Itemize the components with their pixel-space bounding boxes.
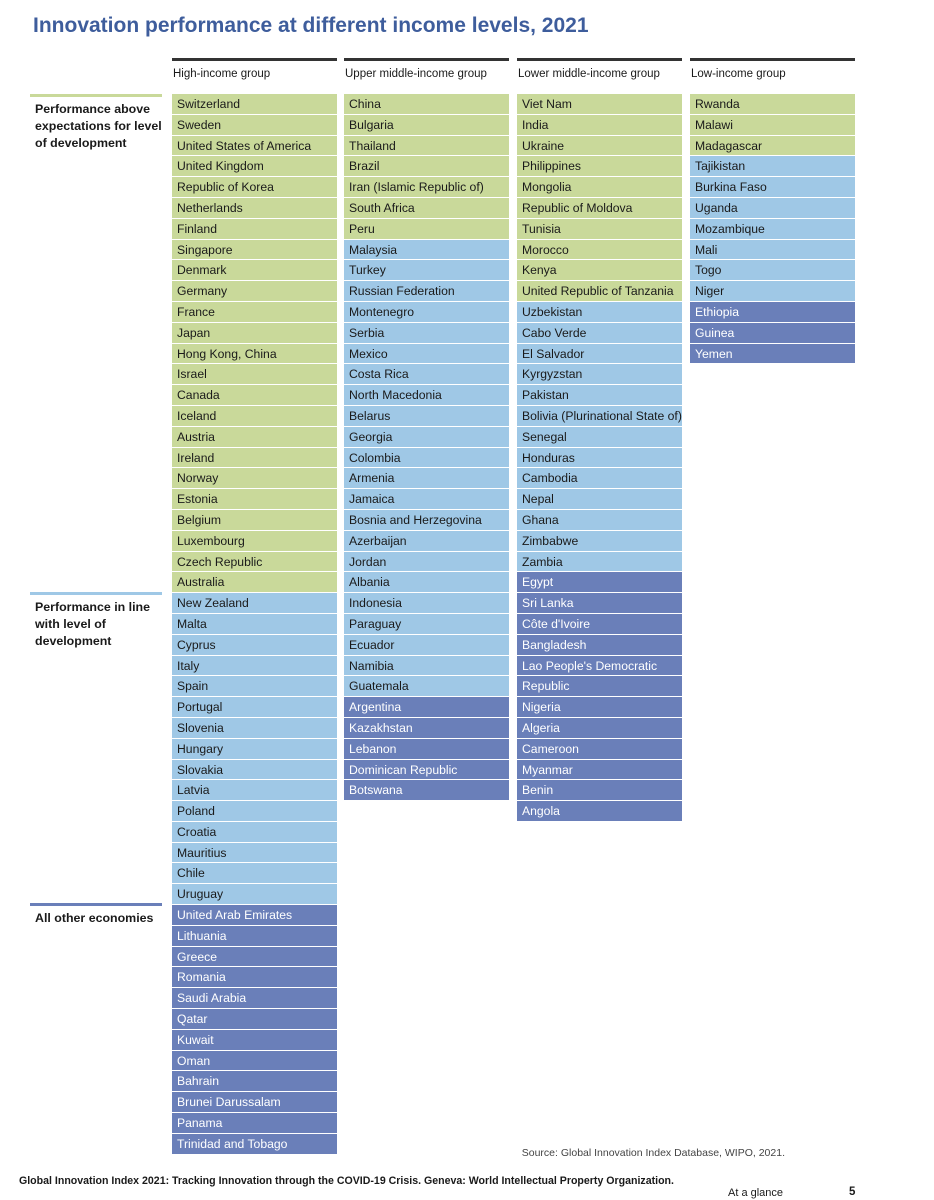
country-row: Niger	[690, 281, 855, 302]
country-row: Estonia	[172, 489, 337, 510]
country-row: Chile	[172, 863, 337, 884]
country-row: Colombia	[344, 448, 509, 469]
country-row: Saudi Arabia	[172, 988, 337, 1009]
country-row: Singapore	[172, 240, 337, 261]
country-row: Thailand	[344, 136, 509, 157]
column-low-income	[690, 58, 855, 364]
country-row: Mali	[690, 240, 855, 261]
country-row: Uzbekistan	[517, 302, 682, 323]
country-row: Algeria	[517, 718, 682, 739]
country-row: Israel	[172, 364, 337, 385]
country-row: Namibia	[344, 656, 509, 677]
country-row: Morocco	[517, 240, 682, 261]
country-row: Canada	[172, 385, 337, 406]
country-row: Togo	[690, 260, 855, 281]
country-row: Myanmar	[517, 760, 682, 781]
category-label-above-expectations: Performance above expectations for level of development	[30, 94, 162, 152]
country-row: Mozambique	[690, 219, 855, 240]
country-row: New Zealand	[172, 593, 337, 614]
country-row: Republic of Moldova	[517, 198, 682, 219]
country-row: Montenegro	[344, 302, 509, 323]
country-row: Sri Lanka	[517, 593, 682, 614]
country-row: Croatia	[172, 822, 337, 843]
country-row: Bolivia (Plurinational State of)	[517, 406, 682, 427]
country-row: Nigeria	[517, 697, 682, 718]
country-row: Cambodia	[517, 468, 682, 489]
country-row: Bulgaria	[344, 115, 509, 136]
country-row: Albania	[344, 572, 509, 593]
country-row: Luxembourg	[172, 531, 337, 552]
country-row: Côte d'Ivoire	[517, 614, 682, 635]
country-row: Czech Republic	[172, 552, 337, 573]
country-row: United Republic of Tanzania	[517, 281, 682, 302]
page-number: 5	[849, 1186, 856, 1198]
country-row: Yemen	[690, 344, 855, 365]
country-row: Kazakhstan	[344, 718, 509, 739]
country-row: North Macedonia	[344, 385, 509, 406]
country-row: Latvia	[172, 780, 337, 801]
country-row: Denmark	[172, 260, 337, 281]
column-upper-middle-income	[344, 58, 509, 801]
country-row: China	[344, 94, 509, 115]
country-row: Costa Rica	[344, 364, 509, 385]
source-note: Source: Global Innovation Index Database, WIPO, 2021.	[521, 1147, 785, 1159]
country-row: El Salvador	[517, 344, 682, 365]
country-row: Australia	[172, 572, 337, 593]
country-row: Brazil	[344, 156, 509, 177]
country-row: Russian Federation	[344, 281, 509, 302]
country-row: Tajikistan	[690, 156, 855, 177]
country-row: Oman	[172, 1051, 337, 1072]
country-row: Italy	[172, 656, 337, 677]
country-row: Republic of Korea	[172, 177, 337, 198]
country-row: Viet Nam	[517, 94, 682, 115]
country-row: Senegal	[517, 427, 682, 448]
country-row: Pakistan	[517, 385, 682, 406]
country-row: Germany	[172, 281, 337, 302]
country-row: Ecuador	[344, 635, 509, 656]
country-row: Dominican Republic	[344, 760, 509, 781]
country-row: Lao People's Democratic	[517, 656, 682, 677]
country-list	[690, 94, 855, 364]
country-row: Finland	[172, 219, 337, 240]
country-row: Hungary	[172, 739, 337, 760]
country-list	[344, 94, 509, 801]
column-lower-middle-income	[517, 58, 682, 822]
country-row: Malta	[172, 614, 337, 635]
country-row: Brunei Darussalam	[172, 1092, 337, 1113]
country-row: Switzerland	[172, 94, 337, 115]
column-header: Lower middle-income group	[517, 58, 682, 87]
column-header: Upper middle-income group	[344, 58, 509, 87]
country-row: United States of America	[172, 136, 337, 157]
category-label-in-line: Performance in line with level of development	[30, 592, 162, 650]
country-row: Poland	[172, 801, 337, 822]
country-row: Guatemala	[344, 676, 509, 697]
country-row: Kuwait	[172, 1030, 337, 1051]
country-row: Spain	[172, 676, 337, 697]
country-row: Sweden	[172, 115, 337, 136]
country-row: Japan	[172, 323, 337, 344]
category-label-other: All other economies	[30, 903, 162, 927]
country-row: Burkina Faso	[690, 177, 855, 198]
country-row: Bangladesh	[517, 635, 682, 656]
country-row: Cyprus	[172, 635, 337, 656]
page-title: Innovation performance at different income levels, 2021	[33, 14, 589, 37]
country-row: Norway	[172, 468, 337, 489]
country-row: Egypt	[517, 572, 682, 593]
country-row: Georgia	[344, 427, 509, 448]
country-row: Panama	[172, 1113, 337, 1134]
country-row: Hong Kong, China	[172, 344, 337, 365]
country-row: Serbia	[344, 323, 509, 344]
country-row: Argentina	[344, 697, 509, 718]
country-row: Ghana	[517, 510, 682, 531]
country-row: Turkey	[344, 260, 509, 281]
country-row: Slovakia	[172, 760, 337, 781]
country-row: Cameroon	[517, 739, 682, 760]
country-row: Greece	[172, 947, 337, 968]
country-row: Mexico	[344, 344, 509, 365]
country-row: Ireland	[172, 448, 337, 469]
country-row: Bahrain	[172, 1071, 337, 1092]
country-row: Iran (Islamic Republic of)	[344, 177, 509, 198]
country-row: Tunisia	[517, 219, 682, 240]
country-row: Iceland	[172, 406, 337, 427]
country-row: Ethiopia	[690, 302, 855, 323]
country-row: Republic	[517, 676, 682, 697]
country-row: France	[172, 302, 337, 323]
country-row: Rwanda	[690, 94, 855, 115]
country-row: Zimbabwe	[517, 531, 682, 552]
country-list	[172, 94, 337, 1155]
country-row: Jordan	[344, 552, 509, 573]
country-row: Angola	[517, 801, 682, 822]
country-row: Qatar	[172, 1009, 337, 1030]
country-row: Netherlands	[172, 198, 337, 219]
country-row: Azerbaijan	[344, 531, 509, 552]
country-row: Uganda	[690, 198, 855, 219]
country-row: Honduras	[517, 448, 682, 469]
country-row: Slovenia	[172, 718, 337, 739]
country-row: Cabo Verde	[517, 323, 682, 344]
column-high-income	[172, 58, 337, 1155]
column-header: Low-income group	[690, 58, 855, 87]
country-row: Zambia	[517, 552, 682, 573]
country-row: Indonesia	[344, 593, 509, 614]
country-row: Belgium	[172, 510, 337, 531]
country-row: Lithuania	[172, 926, 337, 947]
country-row: Trinidad and Tobago	[172, 1134, 337, 1155]
country-row: Malaysia	[344, 240, 509, 261]
country-row: Portugal	[172, 697, 337, 718]
citation: Global Innovation Index 2021: Tracking Innovation through the COVID-19 Crisis. Geneva: World Intellectual Property Organization.	[19, 1175, 674, 1187]
country-row: Austria	[172, 427, 337, 448]
country-row: India	[517, 115, 682, 136]
country-row: Uruguay	[172, 884, 337, 905]
country-row: Armenia	[344, 468, 509, 489]
country-row: Botswana	[344, 780, 509, 801]
country-row: Philippines	[517, 156, 682, 177]
country-row: Lebanon	[344, 739, 509, 760]
country-row: Paraguay	[344, 614, 509, 635]
country-row: United Arab Emirates	[172, 905, 337, 926]
country-row: Kenya	[517, 260, 682, 281]
country-row: Benin	[517, 780, 682, 801]
country-row: Peru	[344, 219, 509, 240]
country-row: Belarus	[344, 406, 509, 427]
country-row: United Kingdom	[172, 156, 337, 177]
country-row: Malawi	[690, 115, 855, 136]
country-row: Romania	[172, 967, 337, 988]
footer-section: At a glance	[728, 1187, 784, 1199]
country-list	[517, 94, 682, 822]
country-row: Madagascar	[690, 136, 855, 157]
column-header: High-income group	[172, 58, 337, 87]
country-row: Nepal	[517, 489, 682, 510]
country-row: Mongolia	[517, 177, 682, 198]
country-row: South Africa	[344, 198, 509, 219]
country-row: Guinea	[690, 323, 855, 344]
country-row: Jamaica	[344, 489, 509, 510]
country-row: Mauritius	[172, 843, 337, 864]
country-row: Ukraine	[517, 136, 682, 157]
country-row: Bosnia and Herzegovina	[344, 510, 509, 531]
country-row: Kyrgyzstan	[517, 364, 682, 385]
